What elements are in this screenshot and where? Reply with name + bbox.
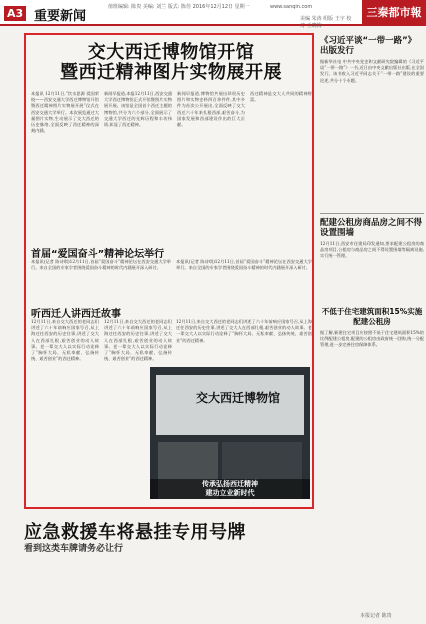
forum-text: 本报讯(记者 陈诗琪)12月11日,首届“爱国奋斗”精神论坛在西安交通大学举行。来自全国的专家学者围绕爱国奋斗精神的时代内涵展开深入研讨。 xyxy=(31,259,171,271)
museum-sign xyxy=(156,375,304,435)
sidebar-text-2: 12月11日,西安市住建局印发通知,要求配建公租房的商品房项目,公租房与商品房之间不得设置围墙等隔离设施,实行统一管理。 xyxy=(320,241,424,259)
main-headline xyxy=(30,43,312,83)
subhead-forum: 首届“爱国奋斗”精神论坛举行 xyxy=(31,249,165,260)
photo-caption-line-1: 传承弘扬西迁精神 xyxy=(202,480,258,488)
subhead-stories: 听西迁人讲西迁故事 xyxy=(31,309,121,320)
article-column-2: 新闻早报道,本报12月11日,西安交通大学西迁博物馆正式开馆暨图片实物展开展。该馆是全国首个西迁主题的博物馆,共分为六个部分,全面展示了交通大学西迁的光辉历程和丰功伟绩,彰显了西迁精神。 xyxy=(104,91,172,128)
headline-line-2: 暨西迁精神图片实物展开展 xyxy=(60,62,282,83)
bottom-headline: 应急救援车将悬挂专用号牌 xyxy=(24,522,246,543)
section-title: 重要新闻 xyxy=(34,9,87,24)
photo-caption-line-2: 建功立业新时代 xyxy=(205,489,255,497)
sidebar-headline-1: 《习近平谈“一带一路”》出版发行 xyxy=(320,36,417,56)
header-meta: 值班编辑: 陈贵 美编: 刘兰 版式: 陈佳 2016年12月12日 星期一 xyxy=(108,4,250,10)
header-meta-2: 美编 朱涛 组版 王宇 校对 王晓梅 xyxy=(300,16,352,29)
forum-text-2: 本报讯(记者 陈诗琪)12月11日,首届“爱国奋斗”精神论坛在西安交通大学举行。来自全国的专家学者围绕爱国奋斗精神的时代内涵展开深入研讨。 xyxy=(176,259,312,271)
headline-line-1: 交大西迁博物馆开馆 xyxy=(87,42,255,63)
page-number: A3 xyxy=(4,6,26,21)
editor-credit: 本报记者 陈贵 xyxy=(360,613,392,619)
museum-sign-text: 交大西迁博物馆 xyxy=(196,391,281,405)
article-column-3: 新闻早报道,博物馆共展出珍贵历史图片和实物史料四百余件件,其中多件为首次公开展出,全面反映了交大西迁六十年来扎根西部,艰苦奋斗,为国家发展和西部建设作出的巨大贡献。 xyxy=(177,91,245,128)
sidebar-divider-1 xyxy=(320,213,424,214)
sidebar-text-1: 据新华社电 中共中央党史和文献研究院编辑的《习近平谈“一带一路”》一书,近日由中央文献出版社出版,在全国发行。该书收入习近平同志关于“一带一路”建设的重要论述,共分十个专题。 xyxy=(320,59,424,83)
article-column-1: 本报讯 12月11日,“饮水思源 爱国荣校——西安交通大学西迁博物馆开馆暨西迁精神图片实物展开展”仪式在西安交通大学举行。本次展览通过大量图片实物,生动展示了交大西迁的历史脉络,全面反映了西迁精神的深刻内涵。 xyxy=(31,91,99,134)
sidebar-text-3: 据了解,新建住宅项目应按照不低于住宅建筑面积15%的比例配建公租房,配建的公租房由政府统一回购,统一分配管理,进一步完善住房保障体系。 xyxy=(320,330,424,348)
sidebar xyxy=(320,36,424,624)
article-column-4: 西迁精神是交大人共同的精神财富。 xyxy=(250,91,312,103)
stories-column-2: 12月11日,来自交大西迁的老同志们讲述了六十年前响应国家号召,从上海迁往西安的历史往事,讲述了交大人在西部扎根,艰苦创业的动人故事。老一辈交大人以实际行动诠释了“胸怀大局、无私奉献、弘扬传统、艰苦创业”的西迁精神。 xyxy=(104,319,172,362)
sidebar-headline-2: 配建公租房商品房之间不得设置围墙 xyxy=(320,218,423,238)
stories-column-3: 12月11日,来自交大西迁的老同志们讲述了六十年前响应国家号召,从上海迁往西安的历史往事,讲述了交大人在西部扎根,艰苦创业的动人故事。老一辈交大人以实际行动诠释了“胸怀大局、无私奉献、弘扬传统、艰苦创业”的西迁精神。 xyxy=(176,319,312,343)
main-article xyxy=(24,33,314,509)
stories-column-1: 12月11日,来自交大西迁的老同志们讲述了六十年前响应国家号召,从上海迁往西安的历史往事,讲述了交大人在西部扎根,艰苦创业的动人故事。老一辈交大人以实际行动诠释了“胸怀大局、无私奉献、弘扬传统、艰苦创业”的西迁精神。 xyxy=(31,319,99,362)
photo-caption xyxy=(150,479,310,499)
header-url: www.sanqin.com xyxy=(270,4,313,10)
newspaper-logo: 三秦都市報 xyxy=(362,0,426,25)
sidebar-headline-3: 不低于住宅建筑面积15%实施配建公租房 xyxy=(321,307,423,326)
page-header xyxy=(0,0,426,29)
bottom-subhead: 看到这类车牌请务必让行 xyxy=(24,544,124,554)
